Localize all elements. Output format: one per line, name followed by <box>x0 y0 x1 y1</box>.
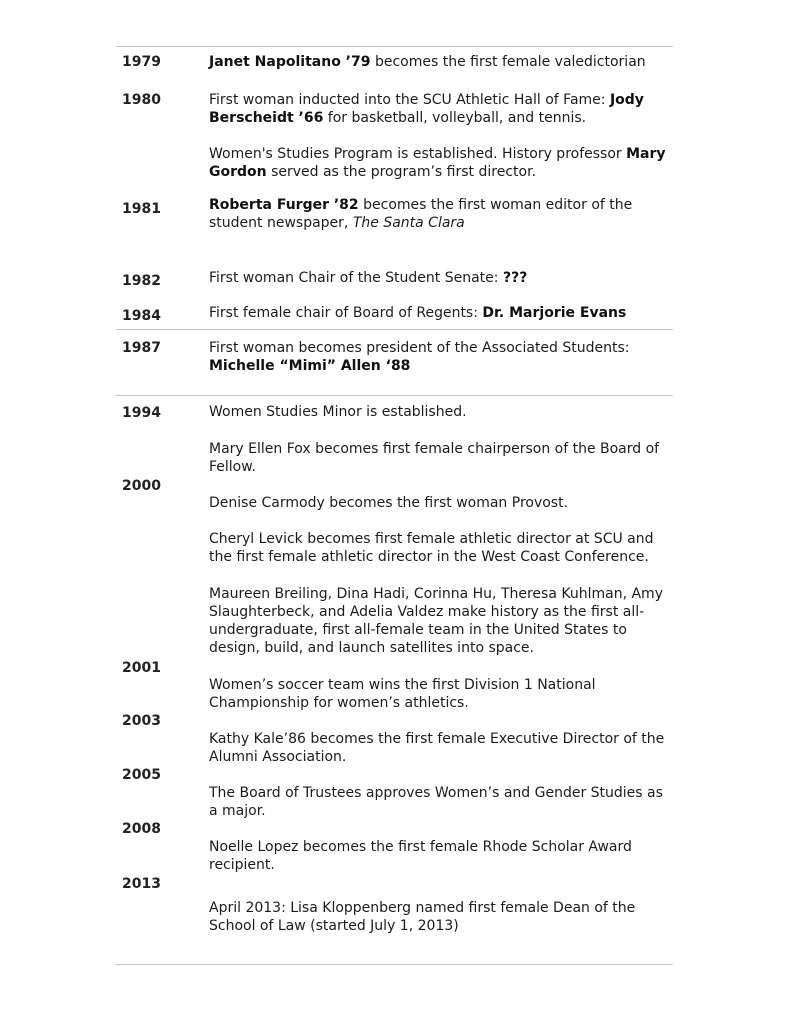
divider-1987 <box>116 395 673 396</box>
year-2003: 2003 <box>122 713 161 729</box>
event-text: for basketball, volleyball, and tennis. <box>323 110 587 126</box>
event-law-dean: April 2013: Lisa Kloppenberg named first female Dean of the School of Law (started July 1, 2013) <box>209 900 636 934</box>
event-provost: Denise Carmody becomes the first woman Provost. <box>209 495 569 511</box>
event-text: served as the program’s first director. <box>266 164 536 180</box>
bottom-divider <box>116 964 673 965</box>
year-1981: 1981 <box>122 201 161 217</box>
event-1979 <box>209 53 671 71</box>
event-athletic-director: Cheryl Levick becomes first female athletic director at SCU and the first female athletic director in the West Coast Conference. <box>209 531 654 565</box>
event-text: becomes the first female valedictorian <box>370 54 646 70</box>
event-board-of-fellows: Mary Ellen Fox becomes first female chairperson of the Board of Fellow. <box>209 441 660 475</box>
event-1980-womens-studies <box>209 145 671 181</box>
top-divider <box>116 46 673 47</box>
year-1979: 1979 <box>122 54 161 70</box>
event-1987 <box>209 339 671 375</box>
event-1981 <box>209 196 671 232</box>
year-1984: 1984 <box>122 308 161 324</box>
year-1987: 1987 <box>122 340 161 356</box>
event-soccer: Women’s soccer team wins the first Division 1 National Championship for women’s athletics. <box>209 677 596 711</box>
year-1980: 1980 <box>122 92 161 108</box>
event-satellite-team: Maureen Breiling, Dina Hadi, Corinna Hu, Theresa Kuhlman, Amy Slaughterbeck, and Adelia Valdez make history as the first all-undergraduate, first all-female team in the United States to design, build, and launch satellites into space. <box>209 586 663 656</box>
event-1984 <box>209 304 671 322</box>
event-name: Mary Gordon <box>209 146 666 180</box>
year-2013: 2013 <box>122 876 161 892</box>
year-1994: 1994 <box>122 405 161 421</box>
event-1982 <box>209 269 671 287</box>
event-name: Roberta Furger ’82 <box>209 197 359 213</box>
event-name: Michelle “Mimi” Allen ‘88 <box>209 358 411 374</box>
event-gender-studies-major: The Board of Trustees approves Women’s and Gender Studies as a major. <box>209 785 663 819</box>
event-text: Women's Studies Program is established. History professor <box>209 146 627 162</box>
year-2001: 2001 <box>122 660 161 676</box>
divider-1984 <box>116 329 673 330</box>
event-alumni-director: Kathy Kale’86 becomes the first female Executive Director of the Alumni Association. <box>209 731 665 765</box>
event-name: Janet Napolitano ’79 <box>209 54 371 70</box>
year-2008: 2008 <box>122 821 161 837</box>
event-rhodes-scholar: Noelle Lopez becomes the first female Rhode Scholar Award recipient. <box>209 839 632 873</box>
year-1982: 1982 <box>122 273 161 289</box>
event-name: Jody Berscheidt ’66 <box>209 92 644 126</box>
year-2000: 2000 <box>122 478 161 494</box>
event-text: becomes the first woman editor of the student newspaper, <box>209 197 633 231</box>
event-text: First woman becomes president of the Associated Students: <box>209 340 630 356</box>
event-name: Dr. Marjorie Evans <box>482 305 627 321</box>
event-text: First woman inducted into the SCU Athletic Hall of Fame: <box>209 92 610 108</box>
event-text: First woman Chair of the Student Senate: <box>209 270 503 286</box>
event-name: ??? <box>502 270 528 286</box>
event-1994: Women Studies Minor is established. <box>209 404 467 420</box>
newspaper-title: The Santa Clara <box>352 215 465 231</box>
year-2005: 2005 <box>122 767 161 783</box>
event-text: First female chair of Board of Regents: <box>209 305 483 321</box>
event-1980-hall-of-fame <box>209 91 671 127</box>
